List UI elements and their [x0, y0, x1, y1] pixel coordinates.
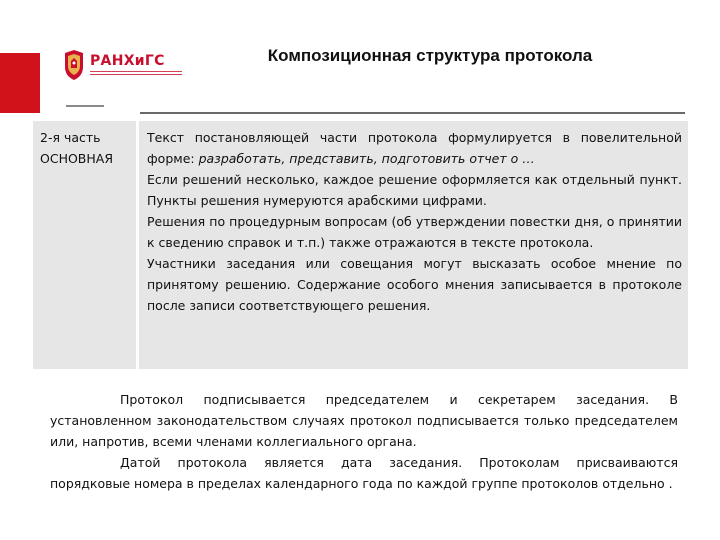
emblem-icon [62, 49, 86, 81]
description-lead: Текст постановляющей части протокола формулируется в повелительной форме: [147, 130, 682, 166]
part-description [147, 127, 682, 316]
part-description-cell [139, 121, 688, 369]
signature-text: Протокол подписывается председателем и секретарем заседания. В установленном законодательством случаях протокол подписывается только председателем или, напротив, всеми членами коллегиального органа. [50, 392, 678, 449]
divider-short [66, 105, 104, 107]
date-paragraph [50, 452, 678, 494]
description-paragraph-3: Решения по процедурным вопросам (об утверждении повестки дня, о принятии к сведению справок и т.п.) также отражаются в тексте протокола. [147, 214, 682, 250]
red-accent-bar [0, 53, 40, 113]
description-paragraph-1 [147, 127, 682, 169]
logo-text: РАНХиГС [90, 53, 165, 69]
logo-subtitle-lines [90, 71, 182, 77]
divider-long [140, 112, 685, 114]
part-label [40, 127, 113, 169]
page-title: Композиционная структура протокола [267, 46, 593, 65]
part-label-cell [33, 121, 136, 369]
description-italic-verbs: разработать, представить, подготовить отчет о … [198, 151, 535, 166]
part-label-number: 2-я часть [40, 130, 101, 145]
ranepa-logo [62, 49, 192, 83]
date-text: Датой протокола является дата заседания. Протоколам присваиваются порядковые номера в пределах календарного года по каждой группе протоколов отдельно . [50, 455, 678, 491]
signature-paragraph [50, 389, 678, 452]
part-label-name: ОСНОВНАЯ [40, 151, 114, 166]
description-paragraph-2: Если решений несколько, каждое решение оформляется как отдельный пункт. Пункты решения нумеруются арабскими цифрами. [147, 172, 682, 208]
description-paragraph-4: Участники заседания или совещания могут высказать особое мнение по принятому решению. Содержание особого мнения записывается в протоколе после записи соответствующего решения. [147, 256, 682, 313]
structure-table [33, 121, 688, 369]
